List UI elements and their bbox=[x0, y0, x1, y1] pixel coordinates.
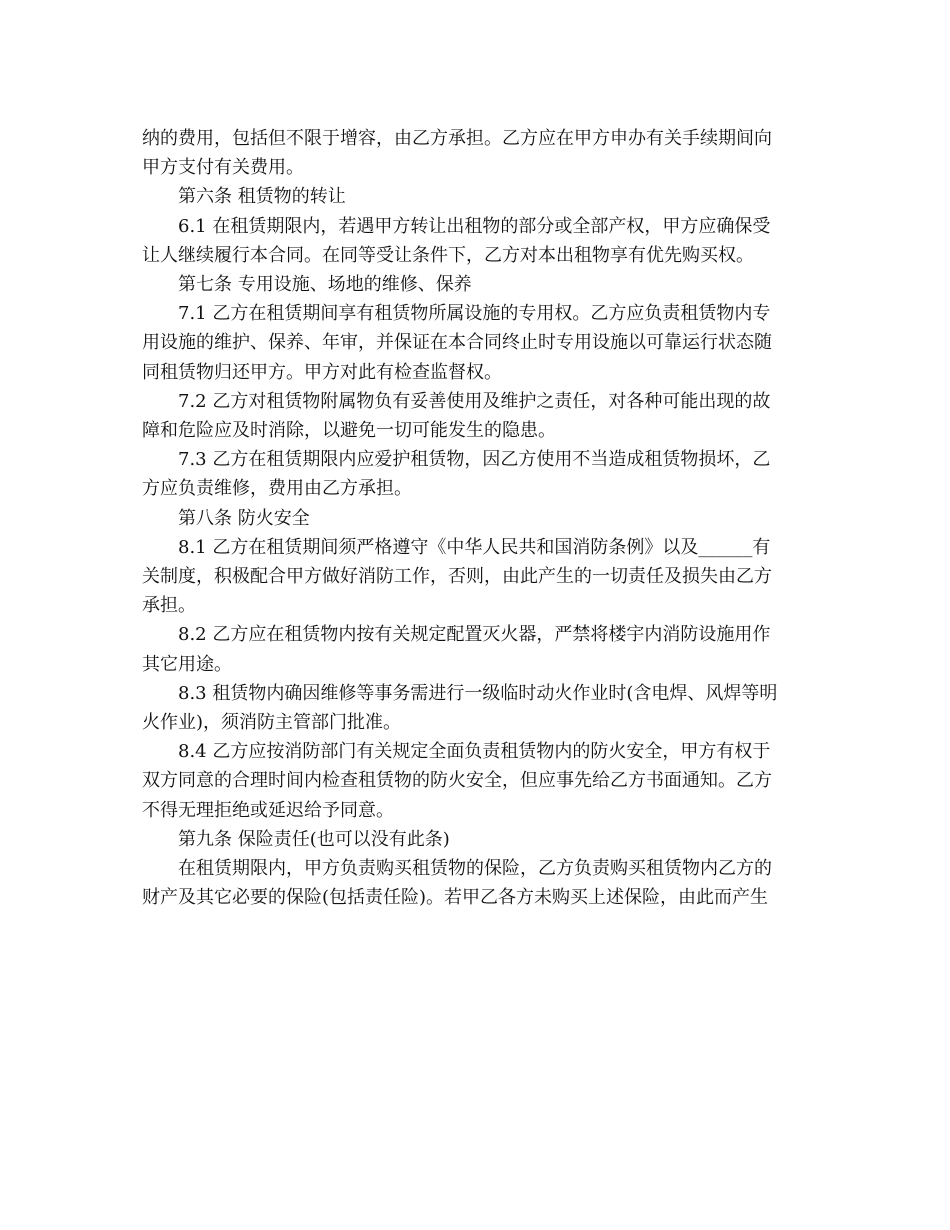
clause-7-1: 7.1 乙方在租赁期间享有租赁物所属设施的专用权。乙方应负责租赁物内专 用设施的维护、保养、年审，并保证在本合同终止时专用设施以可靠运行状态随 同租赁物归还甲方。甲方对此有检查监督权。 bbox=[142, 303, 772, 383]
clause-8-3: 8.3 租赁物内确因维修等事务需进行一级临时动火作业时(含电焊、风焊等明 火作业)，须消防主管部门批准。 bbox=[142, 682, 778, 734]
clause-8-4: 8.4 乙方应按消防部门有关规定全面负责租赁物内的防火安全，甲方有权于 双方同意的合理时间内检查租赁物的防火安全，但应事先给乙方书面通知。乙方 不得无理拒绝或延迟给予同意。 bbox=[142, 741, 772, 821]
clause-7-2: 7.2 乙方对租赁物附属物负有妥善使用及维护之责任，对各种可能出现的故 障和危险应及时消除，以避免一切可能发生的隐患。 bbox=[142, 390, 771, 442]
document-body bbox=[142, 124, 812, 912]
article-8-heading: 第八条 防火安全 bbox=[178, 507, 310, 529]
clause-6-1: 6.1 在租赁期限内，若遇甲方转让出租物的部分或全部产权，甲方应确保受 让人继续履行本合同。在同等受让条件下，乙方对本出租物享有优先购买权。 bbox=[142, 215, 771, 266]
article-9-body: 在租赁期限内，甲方负责购买租赁物的保险，乙方负责购买租赁物内乙方的 财产及其它必要的保险(包括责任险)。若甲乙各方未购买上述保险，由此而产生 bbox=[142, 858, 772, 909]
clause-7-3: 7.3 乙方在租赁期限内应爱护租赁物，因乙方使用不当造成租赁物损坏，乙 方应负责维修，费用由乙方承担。 bbox=[142, 449, 771, 500]
paragraph-continuation: 纳的费用，包括但不限于增容，由乙方承担。乙方应在甲方申办有关手续期间向 甲方支付有关费用。 bbox=[142, 128, 772, 179]
clause-8-1: 8.1 乙方在租赁期间须严格遵守《中华人民共和国消防条例》以及______有 关制度，积极配合甲方做好消防工作，否则，由此产生的一切责任及损失由乙方 承担。 bbox=[142, 536, 772, 617]
article-7-heading: 第七条 专用设施、场地的维修、保养 bbox=[178, 274, 472, 296]
article-6-heading: 第六条 租赁物的转让 bbox=[178, 186, 346, 208]
article-9-heading: 第九条 保险责任(也可以没有此条) bbox=[178, 828, 450, 850]
clause-8-2: 8.2 乙方应在租赁物内按有关规定配置灭火器，严禁将楼宇内消防设施用作 其它用途。 bbox=[142, 624, 771, 675]
